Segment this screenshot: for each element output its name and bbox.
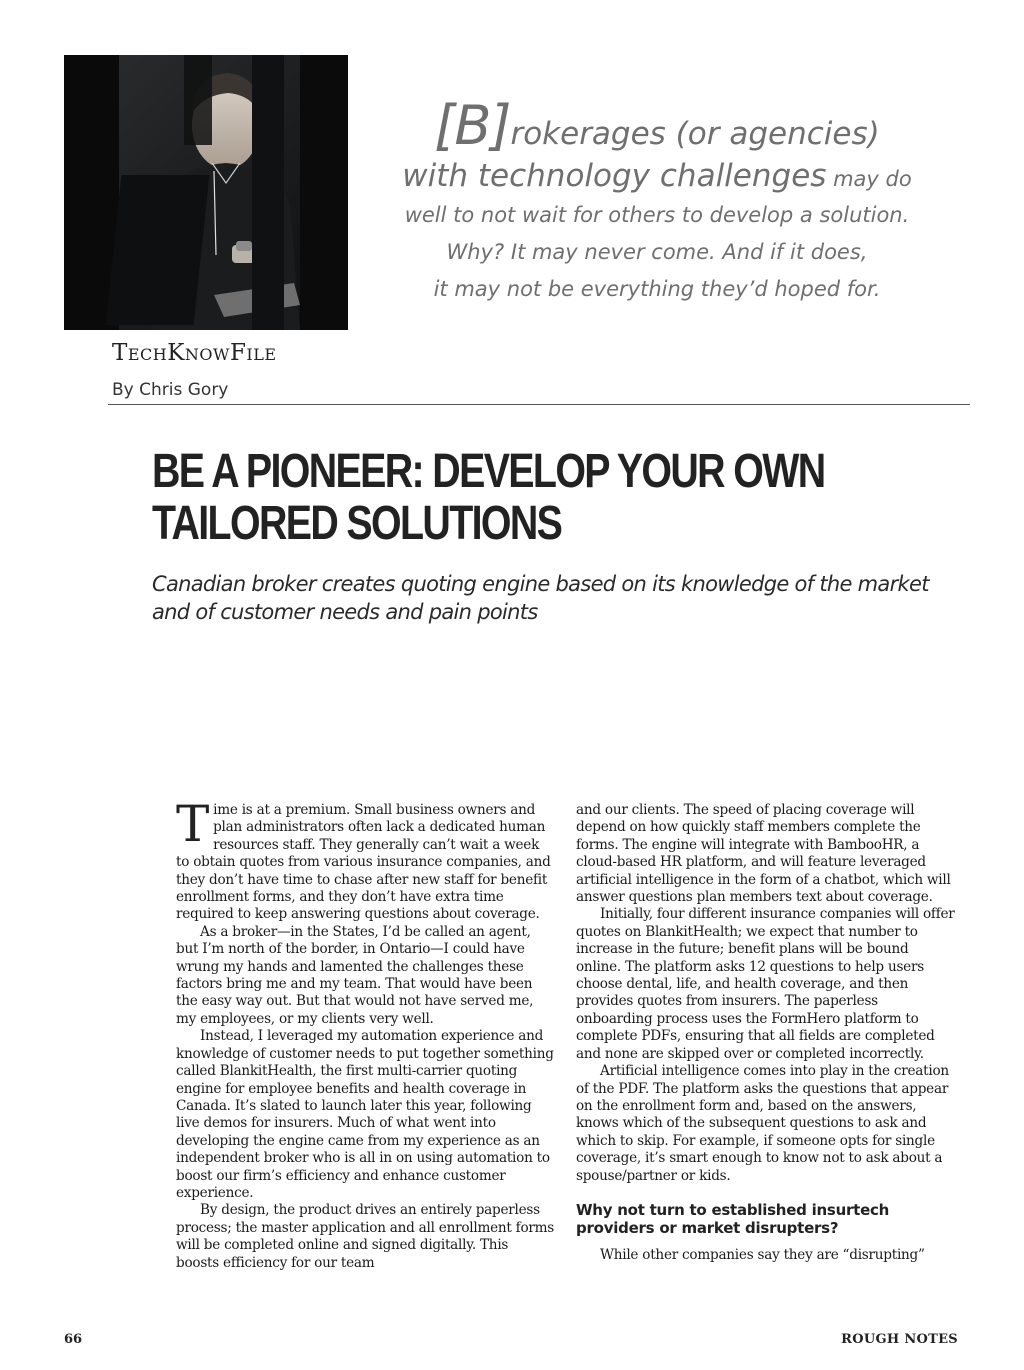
paragraph: Artificial intelligence comes into play in the creation of the PDF. The platform asks the questions that appear on the enrollment form and, based on the answers, knows which of the subsequent questions to ask and which to skip. For example, if someone opts for single coverage, it’s smart enough to know not to ask about a spouse/partner or kids.: [576, 1063, 949, 1184]
pull-quote-line5: it may not be everything they’d hoped for.: [433, 277, 881, 301]
paragraph: By design, the product drives an entirely paperless process; the master application and all enrollment forms will be completed online and signed digitally. This boosts efficiency for our team: [176, 1202, 555, 1271]
author-photo: [64, 55, 348, 330]
body-column-right: [576, 802, 956, 1264]
pull-quote-line3: well to not wait for others to develop a solution.: [404, 203, 910, 227]
page-number: 66: [64, 1332, 83, 1347]
pull-quote: [372, 94, 942, 308]
headline-line1: BE A PIONEER: DEVELOP YOUR OWN: [152, 445, 825, 498]
paragraph: Initially, four different insurance companies will offer quotes on BlankitHealth; we expect that number to increase in the future; benefit plans will be bound online. The platform asks 12 questions to help users choose dental, life, and health coverage, and then provides quotes from insurers. The paperless onboarding process uses the FormHero platform to complete PDFs, ensuring that all fields are completed and none are skipped over or completed incorrectly.: [576, 906, 955, 1062]
divider-rule: [108, 404, 970, 405]
pull-quote-line2-small: may do: [826, 167, 912, 191]
body-column-left: [176, 795, 555, 1272]
column-name: TechKnowFile: [112, 340, 277, 366]
paragraph: While other companies say they are “disrupting”: [600, 1246, 925, 1263]
byline: By Chris Gory: [112, 380, 229, 400]
paragraph: [176, 795, 554, 924]
pull-quote-line1: rokerages (or agencies): [510, 116, 880, 152]
pull-quote-line4: Why? It may never come. And if it does,: [446, 240, 868, 264]
paragraph: and our clients. The speed of placing coverage will depend on how quickly staff members complete the forms. The engine will integrate with BambooHR, a cloud-based HR platform, and will feature leveraged artificial intelligence in the form of a chatbot, which will answer questions plan members text about coverage.: [576, 802, 951, 906]
drop-cap: T: [176, 795, 210, 853]
paragraph: As a broker—in the States, I’d be called an agent, but I’m north of the border, in Ontario—I could have wrung my hands and lamented the challenges these factors bring me and my team. That would have been the easy way out. But that would not have served me, my employees, or my clients very well.: [176, 923, 534, 1027]
section-subhead: Why not turn to established insurtech providers or market disrupters?: [576, 1200, 890, 1237]
headline-line2: TAILORED SOLUTIONS: [152, 497, 562, 550]
pull-quote-drop: [B]: [434, 94, 511, 157]
article-deck: Canadian broker creates quoting engine based on its knowledge of the market and of customer needs and pain points: [152, 572, 929, 624]
pull-quote-line2: with technology challenges: [402, 158, 827, 194]
magazine-name: ROUGH NOTES: [841, 1332, 958, 1347]
paragraph-text: ime is at a premium. Small business owners and plan administrators often lack a dedicated human resources staff. They generally can’t wait a week to obtain quotes from various insurance companies, and they don’t have time to chase after new staff for benefit enrollment forms, and they don’t have extra time required to keep answering questions about coverage.: [176, 802, 551, 923]
article-headline: [152, 445, 825, 550]
paragraph: Instead, I leveraged my automation experience and knowledge of customer needs to put together something called BlankitHealth, the first multi-carrier quoting engine for employee benefits and health coverage in Canada. It’s slated to launch later this year, following live demos for insurers. Much of what went into developing the engine came from my experience as an independent broker who is all in on using automation to boost our firm’s efficiency and enhance customer experience.: [176, 1028, 554, 1201]
